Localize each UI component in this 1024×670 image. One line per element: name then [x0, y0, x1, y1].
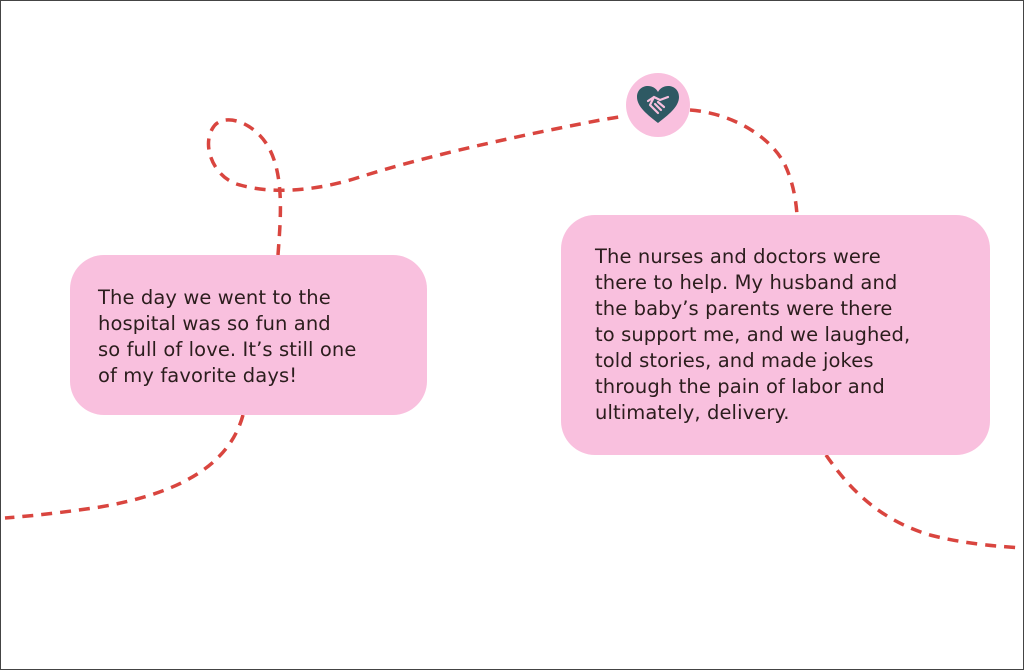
bubble-text-line: the baby’s parents were there [595, 297, 893, 320]
bubble-text-line: so full of love. It’s still one [98, 338, 357, 361]
bubble-text-line: ultimately, delivery. [595, 401, 790, 424]
bubble-text-line: to support me, and we laughed, [595, 323, 911, 346]
path-segment-left-bottom [5, 415, 243, 518]
bubble-text-line: told stories, and made jokes [595, 349, 874, 372]
path-segment-heart-right [690, 110, 797, 215]
story-bubble-support [561, 215, 990, 455]
path-segment-right-bottom [826, 455, 1022, 548]
bubble-text-line: through the pain of labor and [595, 375, 885, 398]
bubble-text-line: hospital was so fun and [98, 312, 331, 335]
heart-badge [626, 73, 690, 137]
bubble-text-line: The day we went to the [98, 286, 331, 309]
bubble-text-line: The nurses and doctors were [595, 245, 881, 268]
heart-handshake-icon [636, 85, 680, 125]
bubble-text-line: there to help. My husband and [595, 271, 898, 294]
story-bubble-hospital-day [70, 255, 427, 415]
bubble-text-line: of my favorite days! [98, 364, 298, 387]
